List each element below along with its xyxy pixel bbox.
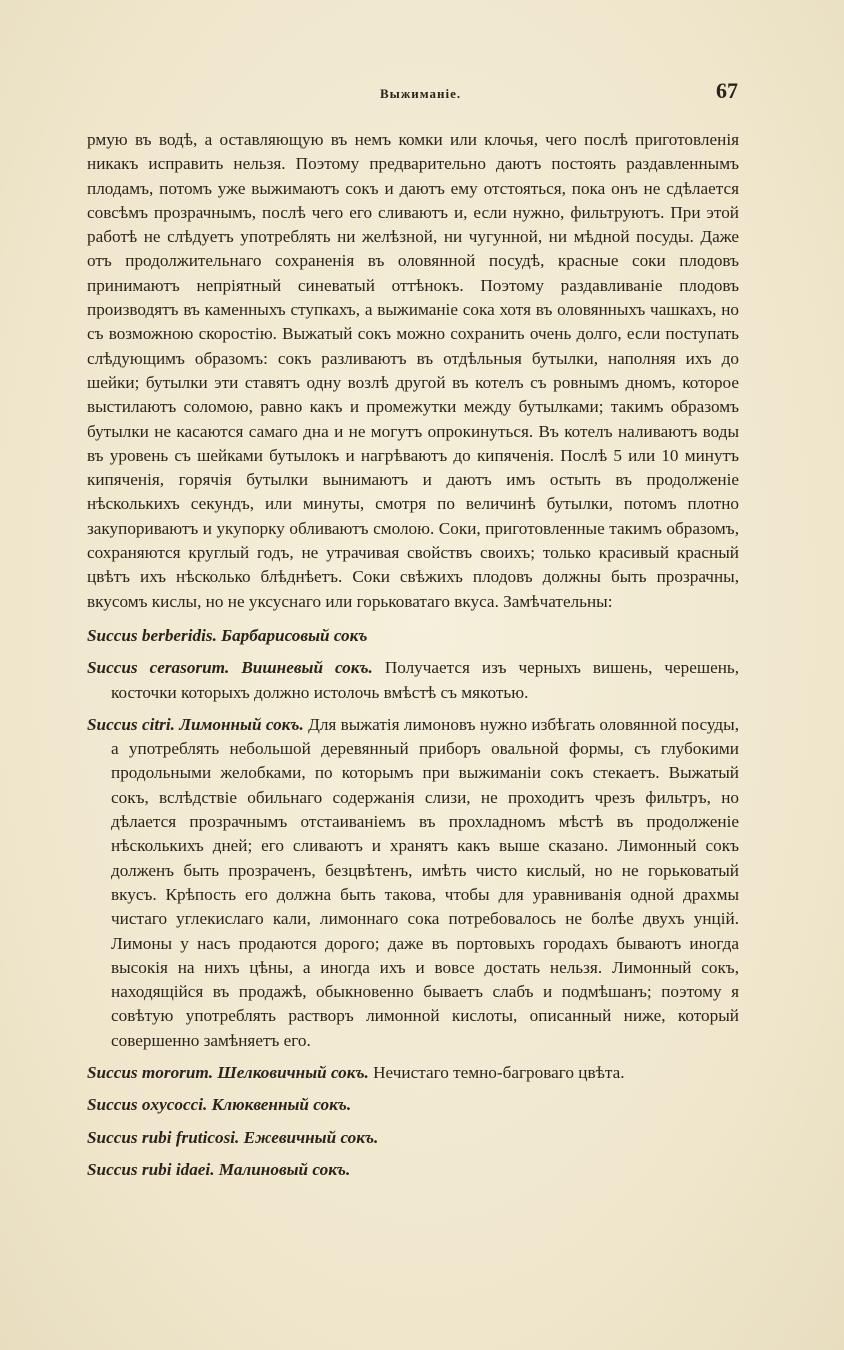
- entry-latin-name: Succus oxycocci.: [87, 1095, 208, 1115]
- entry-text: Получается изъ черныхъ вишень, черешень, косточки которыхъ должно истолочь вмѣстѣ съ мякотью.: [111, 658, 740, 702]
- entry-russian-name: Барбарисовый сокъ: [221, 625, 368, 645]
- entry-citri: [87, 713, 739, 1053]
- entry-latin-name: Succus citri.: [87, 714, 175, 734]
- entry-russian-name: Клюквенный сокъ.: [211, 1095, 352, 1115]
- entry-russian-name: Малиновый сокъ.: [218, 1159, 351, 1179]
- entry-latin-name: Succus cerasorum.: [87, 658, 230, 678]
- entry-russian-name: Вишневый сокъ.: [241, 658, 373, 678]
- entry-rubi-idaei: [87, 1158, 739, 1182]
- running-head: Выжиманіе.: [380, 86, 462, 101]
- entry-latin-name: Succus berberidis.: [87, 625, 217, 645]
- entry-latin-name: Succus rubi fruticosi.: [87, 1127, 240, 1147]
- page-header: [0, 78, 844, 108]
- entry-mororum: [87, 1061, 739, 1085]
- entry-text: Нечистаго темно-багроваго цвѣта.: [373, 1062, 625, 1082]
- page-number: 67: [716, 78, 738, 103]
- entry-berberidis: [87, 624, 739, 648]
- page-body: [87, 128, 739, 1182]
- entry-oxycocci: [87, 1093, 739, 1117]
- entry-rubi-fruticosi: [87, 1126, 739, 1150]
- main-paragraph: рмую въ водѣ, а оставляющую въ немъ комки или клочья, чего послѣ приготовленія никакъ исправить нельзя. Поэтому предварительно даютъ постоять раздавленнымъ плодамъ, потомъ уже выжимаютъ сокъ и даютъ ему отстояться, пока онъ не сдѣлается совсѣмъ прозрачнымъ, послѣ чего его сливаютъ и, если нужно, фильтруютъ. При этой работѣ не слѣдуетъ употреблять ни желѣзной, ни чугунной, ни мѣдной посуды. Даже отъ продолжительнаго сохраненія въ оловянной посудѣ, красные соки плодовъ принимаютъ непріятный синеватый оттѣнокъ. Поэтому раздавливаніе плодовъ производятъ въ каменныхъ ступкахъ, а выжиманіе сока хотя въ оловянныхъ чашкахъ, но съ возможною скоростію. Выжатый сокъ можно сохранить очень долго, если поступать слѣдующимъ образомъ: сокъ разливаютъ въ отдѣльныя бутылки, наполняя ихъ до шейки; бутылки эти ставятъ одну возлѣ другой въ котелъ съ ровнымъ дномъ, которое выстилаютъ соломою, равно какъ и промежутки между бутылками; такимъ образомъ бутылки не касаются самаго дна и не могутъ опрокинуться. Въ котелъ наливаютъ воды въ уровень съ шейками бутылокъ и нагрѣваютъ до кипяченія. Послѣ 5 или 10 минутъ кипяченія, горячія бутылки вынимаютъ и даютъ имъ остыть въ продолженіе нѣсколькихъ секундъ, или минуты, смотря по величинѣ бутылки, потомъ плотно закупориваютъ и укупорку обливаютъ смолою. Соки, приготовленные такимъ образомъ, сохраняются круглый годъ, не утрачивая свойствъ своихъ; только красивый красный цвѣтъ ихъ нѣсколько блѣднѣетъ. Соки свѣжихъ плодовъ должны быть прозрачны, вкусомъ кислы, но не уксуснаго или горьковатаго вкуса. Замѣчательны:: [87, 130, 739, 611]
- entry-russian-name: Шелковичный сокъ.: [217, 1062, 369, 1082]
- entry-latin-name: Succus rubi idaei.: [87, 1159, 215, 1179]
- entry-latin-name: Succus mororum.: [87, 1062, 214, 1082]
- entry-russian-name: Лимонный сокъ.: [179, 714, 304, 734]
- entry-cerasorum: [87, 656, 739, 705]
- entry-text: Для выжатія лимоновъ нужно избѣгать оловянной посуды, а употреблять небольшой деревянный приборъ овальной формы, съ глубокими продольными желобками, по которымъ при выжиманіи сокъ стекаетъ. Выжатый сокъ, вслѣдствіе обильнаго содержанія слизи, не проходитъ чрезъ фильтръ, но дѣлается прозрачнымъ отстаиваніемъ въ прохладномъ мѣстѣ въ продолженіе нѣсколькихъ дней; его сливаютъ и хранятъ какъ выше сказано. Лимонный сокъ долженъ быть прозраченъ, безцвѣтенъ, имѣть чисто кислый, но не горьковатый вкусъ. Крѣпость его должна быть такова, чтобы для уравниванія одной драхмы чистаго углекислаго кали, лимоннаго сока потребовалось не болѣе двухъ унцій. Лимоны у насъ продаются дорого; даже въ портовыхъ городахъ бываютъ иногда высокія на нихъ цѣны, а иногда ихъ и вовсе достать нельзя. Лимонный сокъ, находящійся въ продажѣ, обыкновенно бываетъ слабъ и подмѣшанъ; поэтому я совѣтую употреблять растворъ лимонной кислоты, описанный ниже, который совершенно замѣняетъ его.: [111, 714, 739, 1050]
- entry-russian-name: Ежевичный сокъ.: [243, 1127, 379, 1147]
